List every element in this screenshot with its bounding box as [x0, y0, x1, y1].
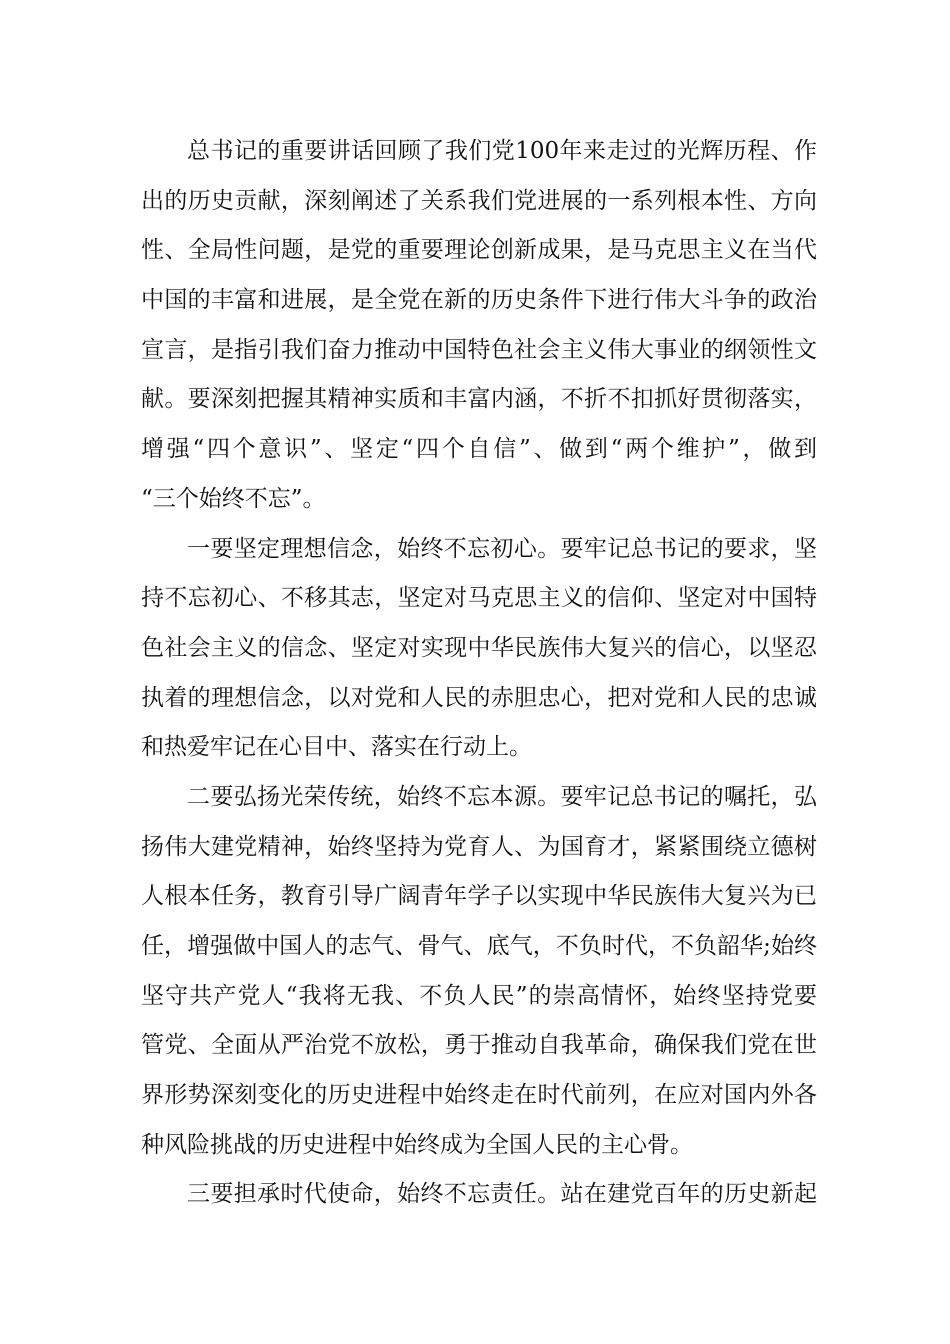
text-line: 坚守共产党人“我将无我、不负人民”的崇高情怀，始终坚持党要 — [141, 982, 817, 1009]
text-line: 色社会主义的信念、坚定对实现中华民族伟大复兴的信心，以坚忍 — [141, 634, 817, 661]
text-line: 二要弘扬光荣传统，始终不忘本源。要牢记总书记的嘱托，弘 — [187, 783, 817, 810]
paragraph-intro — [141, 127, 817, 525]
text-line: 任，增强做中国人的志气、骨气、底气，不负时代，不负韶华;始终 — [141, 933, 817, 959]
text-line: 持不忘初心、不移其志，坚定对马克思主义的信仰、坚定对中国特 — [141, 585, 817, 612]
text-line: 献。要深刻把握其精神实质和丰富内涵，不折不扣抓好贯彻落实， — [141, 386, 817, 413]
document-body — [141, 127, 817, 1220]
text-line: 执着的理想信念，以对党和人民的赤胆忠心，把对党和人民的忠诚 — [141, 684, 817, 711]
text-line: 种风险挑战的历史进程中始终成为全国人民的主心骨。 — [141, 1131, 693, 1158]
text-line: 性、全局性问题，是党的重要理论创新成果，是马克思主义在当代 — [141, 237, 817, 264]
paragraph-first-point — [141, 525, 817, 773]
paragraph-third-point — [141, 1170, 817, 1220]
text-line: “三个始终不忘”。 — [141, 485, 326, 512]
text-line: 人根本任务，教育引导广阔青年学子以实现中华民族伟大复兴为已 — [141, 883, 817, 910]
text-line: 增强“四个意识”、坚定“四个自信”、做到“两个维护”，做到 — [141, 436, 817, 463]
text-line: 总书记的重要讲话回顾了我们党100年来走过的光辉历程、作 — [187, 138, 817, 164]
text-line: 扬伟大建党精神，始终坚持为党育人、为国育才，紧紧围绕立德树 — [141, 833, 817, 860]
text-line: 界形势深刻变化的历史进程中始终走在时代前列，在应对国内外各 — [141, 1082, 817, 1109]
text-line: 中国的丰富和进展，是全党在新的历史条件下进行伟大斗争的政治 — [141, 287, 817, 314]
text-line: 宣言，是指引我们奋力推动中国特色社会主义伟大事业的纲领性文 — [141, 336, 817, 363]
text-line: 和热爱牢记在心目中、落实在行动上。 — [141, 734, 532, 761]
paragraph-second-point — [141, 773, 817, 1171]
text-line: 出的历史贡献，深刻阐述了关系我们党进展的一系列根本性、方向 — [141, 187, 817, 214]
text-line: 一要坚定理想信念，始终不忘初心。要牢记总书记的要求，坚 — [187, 535, 817, 562]
text-line: 管党、全面从严治党不放松，勇于推动自我革命，确保我们党在世 — [141, 1032, 817, 1059]
text-line: 三要担承时代使命，始终不忘责任。站在建党百年的历史新起 — [187, 1181, 817, 1208]
